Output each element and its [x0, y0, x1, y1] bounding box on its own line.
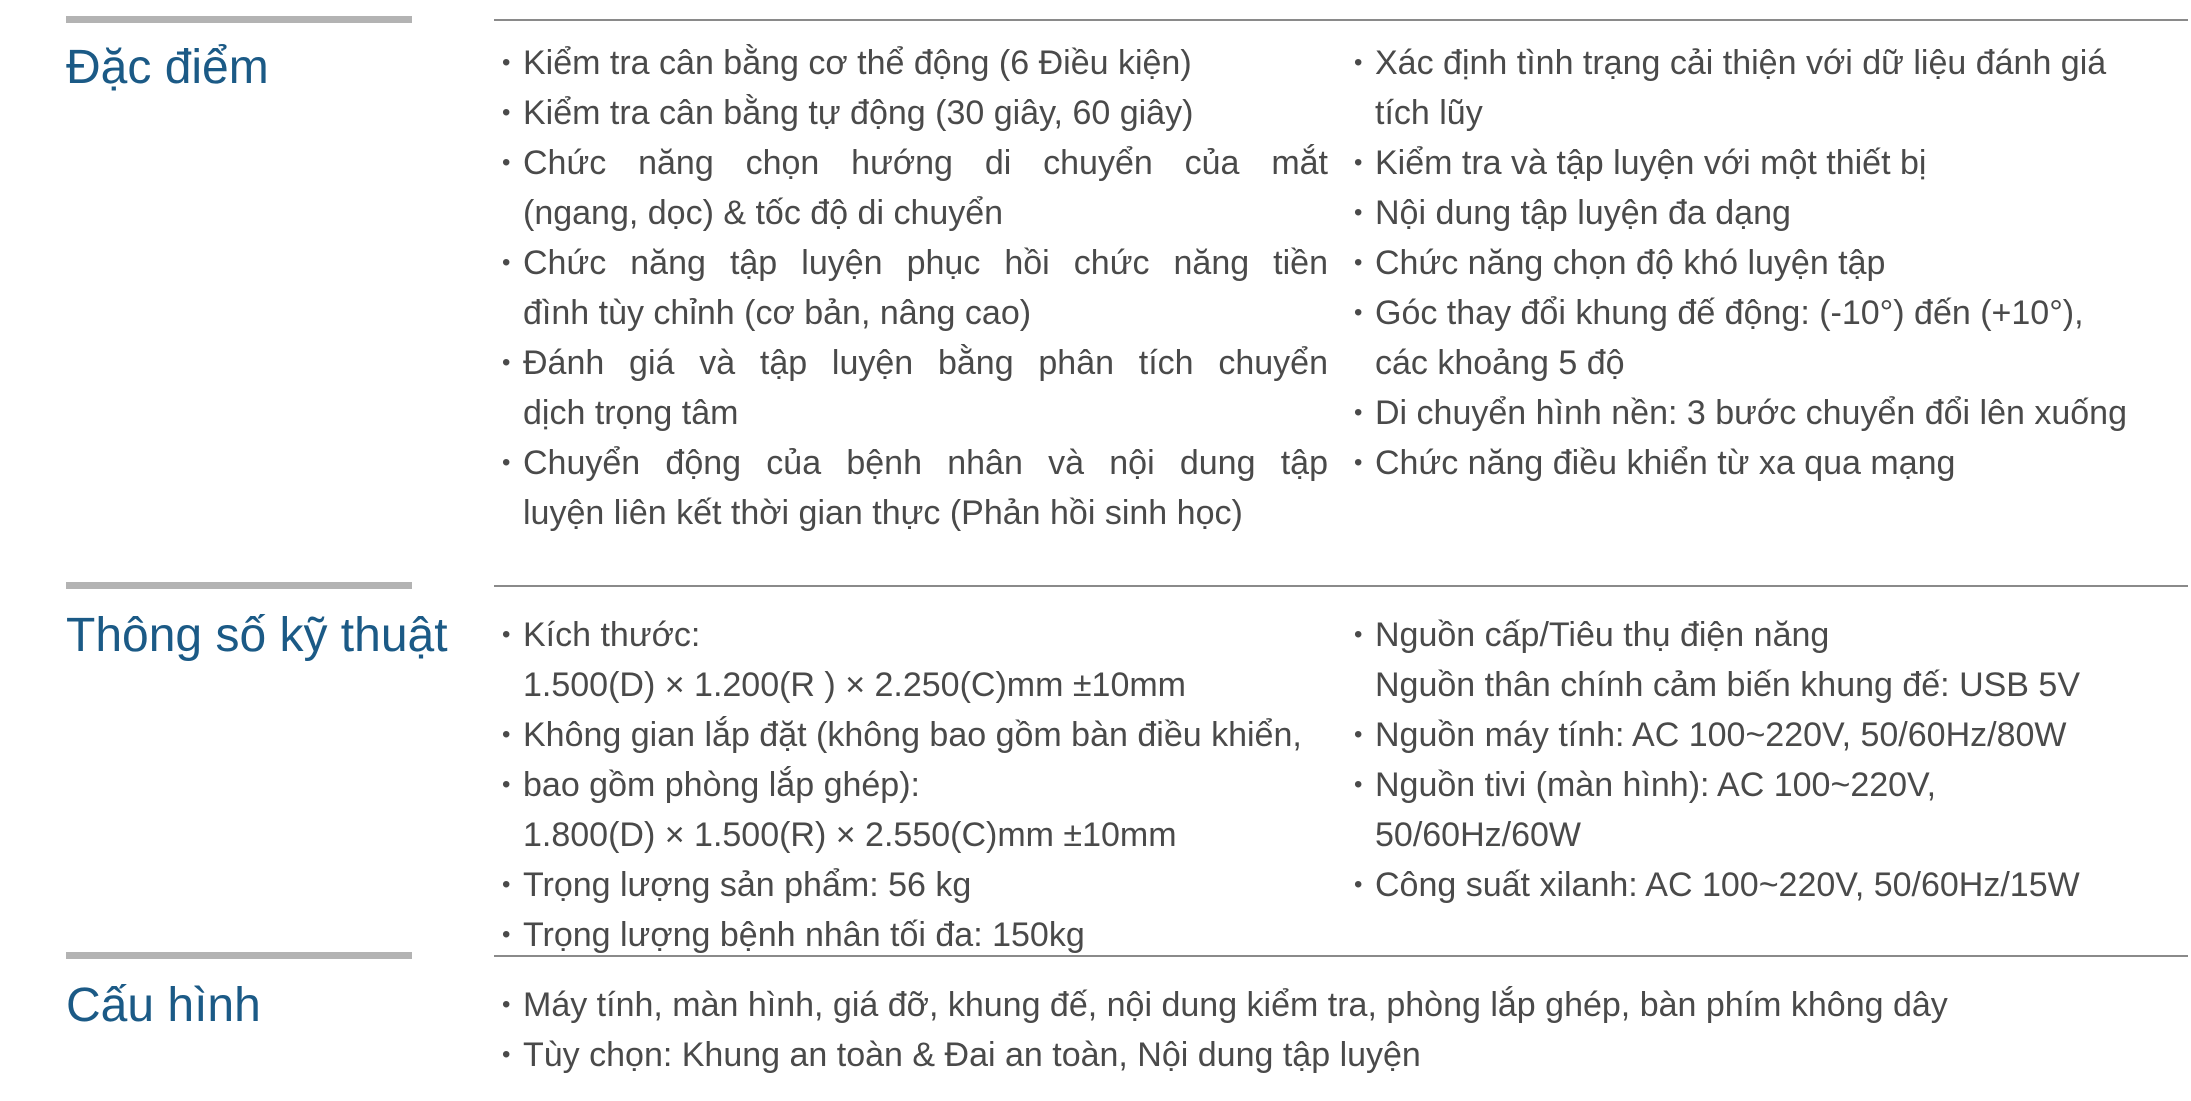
- features-list-left: [500, 38, 1328, 538]
- list-item: • Góc thay đổi khung đế động: (-10°) đến (+10°),: [1352, 288, 2188, 338]
- section-bar: [66, 582, 412, 589]
- list-item: • Máy tính, màn hình, giá đỡ, khung đế, nội dung kiểm tra, phòng lắp ghép, bàn phím không dây: [500, 980, 2180, 1030]
- section-bar: [66, 16, 412, 23]
- list-item: • bao gồm phòng lắp ghép):: [500, 760, 1340, 810]
- list-item: • Chức năng tập luyện phục hồi chức năng tiền: [500, 238, 1328, 288]
- list-item-cont: (ngang, dọc) & tốc độ di chuyển: [523, 194, 1004, 232]
- config-heading: Cấu hình: [66, 979, 261, 1032]
- config-list: [500, 980, 2180, 1080]
- list-item: • Công suất xilanh: AC 100~220V, 50/60Hz/15W: [1352, 860, 2188, 910]
- list-item: • Kiểm tra cân bằng cơ thể động (6 Điều kiện): [500, 38, 1328, 88]
- list-item: • Chức năng chọn độ khó luyện tập: [1352, 238, 2188, 288]
- list-item: • Kiểm tra cân bằng tự động (30 giây, 60 giây): [500, 88, 1328, 138]
- list-item: • Không gian lắp đặt (không bao gồm bàn điều khiển,: [500, 710, 1340, 760]
- list-item-cont: 1.800(D) × 1.500(R) × 2.550(C)mm ±10mm: [523, 816, 1177, 854]
- list-item: • Xác định tình trạng cải thiện với dữ liệu đánh giá: [1352, 38, 2188, 88]
- list-item: • Kích thước:: [500, 610, 1340, 660]
- list-item-cont: các khoảng 5 độ: [1375, 344, 1625, 382]
- list-item: • Trọng lượng sản phẩm: 56 kg: [500, 860, 1340, 910]
- list-item: • Nguồn cấp/Tiêu thụ điện năng: [1352, 610, 2188, 660]
- list-item: • Kiểm tra và tập luyện với một thiết bị: [1352, 138, 2188, 188]
- section-rule: [494, 585, 2188, 587]
- list-item: • Chuyển động của bệnh nhân và nội dung tập: [500, 438, 1328, 488]
- features-heading: Đặc điểm: [66, 41, 269, 94]
- list-item-cont: Nguồn thân chính cảm biến khung đế: USB 5V: [1375, 666, 2081, 704]
- list-item: • Nguồn máy tính: AC 100~220V, 50/60Hz/80W: [1352, 710, 2188, 760]
- list-item-cont: 50/60Hz/60W: [1375, 816, 1581, 854]
- list-item: • Chức năng điều khiển từ xa qua mạng: [1352, 438, 2188, 488]
- features-list-right: [1352, 38, 2188, 488]
- list-item-cont: 1.500(D) × 1.200(R ) × 2.250(C)mm ±10mm: [523, 666, 1186, 704]
- specs-heading: Thông số kỹ thuật: [66, 609, 448, 662]
- list-item: • Nguồn tivi (màn hình): AC 100~220V,: [1352, 760, 2188, 810]
- section-rule: [494, 19, 2188, 21]
- list-item-cont: tích lũy: [1375, 94, 1483, 132]
- list-item-cont: luyện liên kết thời gian thực (Phản hồi sinh học): [523, 494, 1243, 532]
- list-item: • Di chuyển hình nền: 3 bước chuyển đổi lên xuống: [1352, 388, 2188, 438]
- list-item: • Đánh giá và tập luyện bằng phân tích chuyển: [500, 338, 1328, 388]
- list-item: • Chức năng chọn hướng di chuyển của mắt: [500, 138, 1328, 188]
- specs-list-left: [500, 610, 1340, 960]
- list-item: • Tùy chọn: Khung an toàn & Đai an toàn, Nội dung tập luyện: [500, 1030, 2180, 1080]
- list-item-cont: dịch trọng tâm: [523, 394, 739, 432]
- list-item: • Nội dung tập luyện đa dạng: [1352, 188, 2188, 238]
- section-rule: [494, 955, 2188, 957]
- list-item: • Trọng lượng bệnh nhân tối đa: 150kg: [500, 910, 1340, 960]
- specs-list-right: [1352, 610, 2188, 910]
- section-bar: [66, 952, 412, 959]
- list-item-cont: đình tùy chỉnh (cơ bản, nâng cao): [523, 294, 1032, 332]
